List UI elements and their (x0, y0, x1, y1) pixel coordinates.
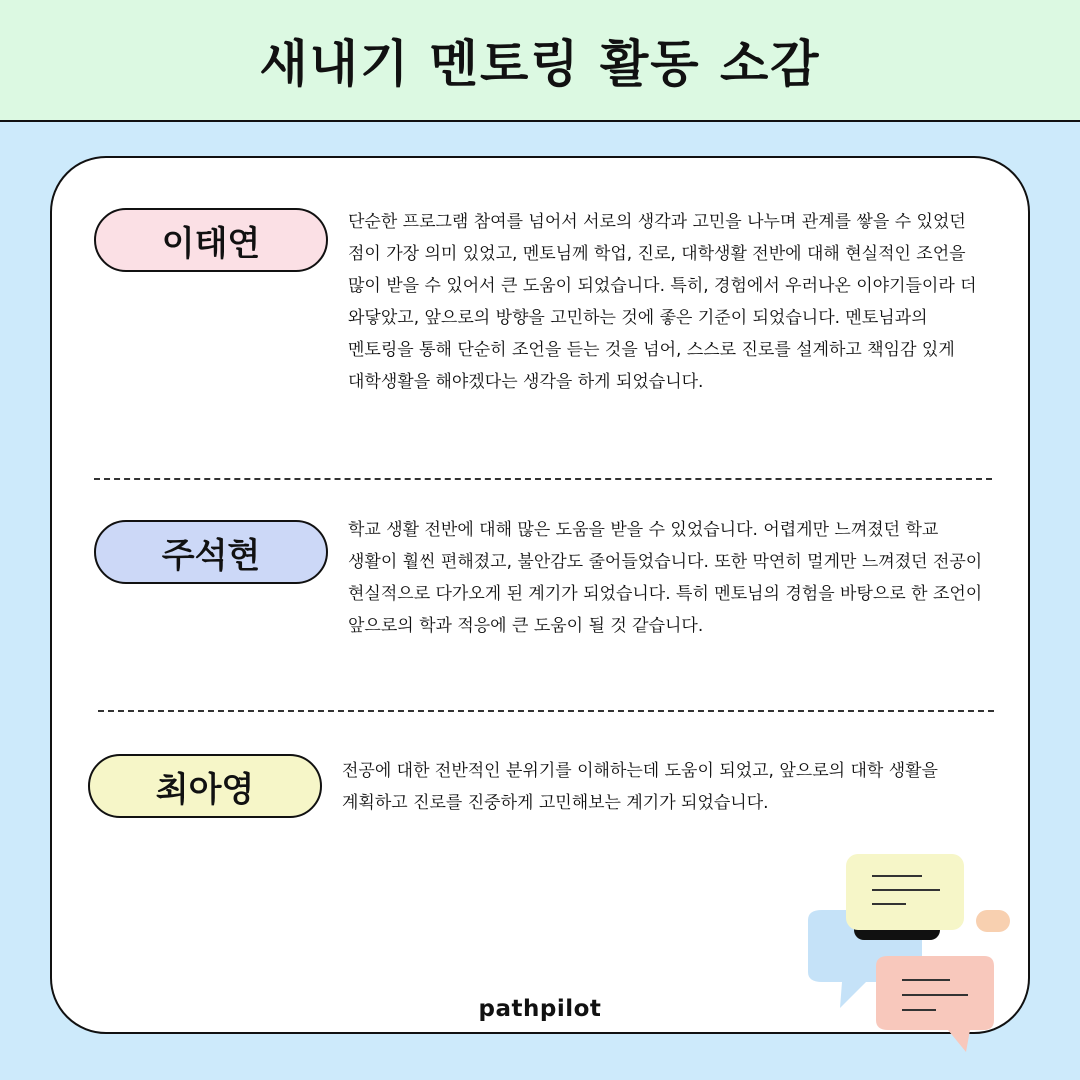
name-badge-choi-ayoung: 최아영 (88, 754, 322, 818)
testimonial-text-choi-ayoung: 전공에 대한 전반적인 분위기를 이해하는데 도움이 되었고, 앞으로의 대학 생활을 계획하고 진로를 진중하게 고민해보는 계기가 되었습니다. (342, 761, 938, 813)
page-title: 새내기 멘토링 활동 소감 (259, 35, 821, 93)
brand-logo: pathpilot (478, 996, 602, 1022)
name-badge-lee-taeyeon: 이태연 (94, 208, 328, 272)
dashed-divider (98, 710, 994, 712)
testimonial-text-lee-taeyeon: 단순한 프로그램 참여를 넘어서 서로의 생각과 고민을 나누며 관계를 쌓을 수 있었던 점이 가장 의미 있었고, 멘토님께 학업, 진로, 대학생활 전반에 대해 현실적인 조언을 많이 받을 수 있어서 큰 도움이 되었습니다. 특히, 경험에서 우러나온 이야기들이라 더 와닿았고, 앞으로의 방향을 고민하는 것에 좋은 기준이 되었습니다. 멘토님과의 멘토링을 통해 단순히 조언을 듣는 것을 넘어, 스스로 진로를 설계하고 책임감 있게 대학생활을 해야겠다는 생각을 하게 되었습니다. (348, 212, 977, 392)
header-banner (0, 0, 1080, 122)
chat-bubbles-icon (800, 850, 1020, 1060)
dashed-divider (94, 478, 992, 480)
testimonial-text-joo-seokhyun: 학교 생활 전반에 대해 많은 도움을 받을 수 있었습니다. 어렵게만 느껴졌던 학교 생활이 훨씬 편해졌고, 불안감도 줄어들었습니다. 또한 막연히 멀게만 느껴졌던 전공이 현실적으로 다가오게 된 계기가 되었습니다. 특히 멘토님의 경험을 바탕으로 한 조언이 앞으로의 학과 적응에 큰 도움이 될 것 같습니다. (348, 520, 983, 636)
name-badge-joo-seokhyun: 주석현 (94, 520, 328, 584)
